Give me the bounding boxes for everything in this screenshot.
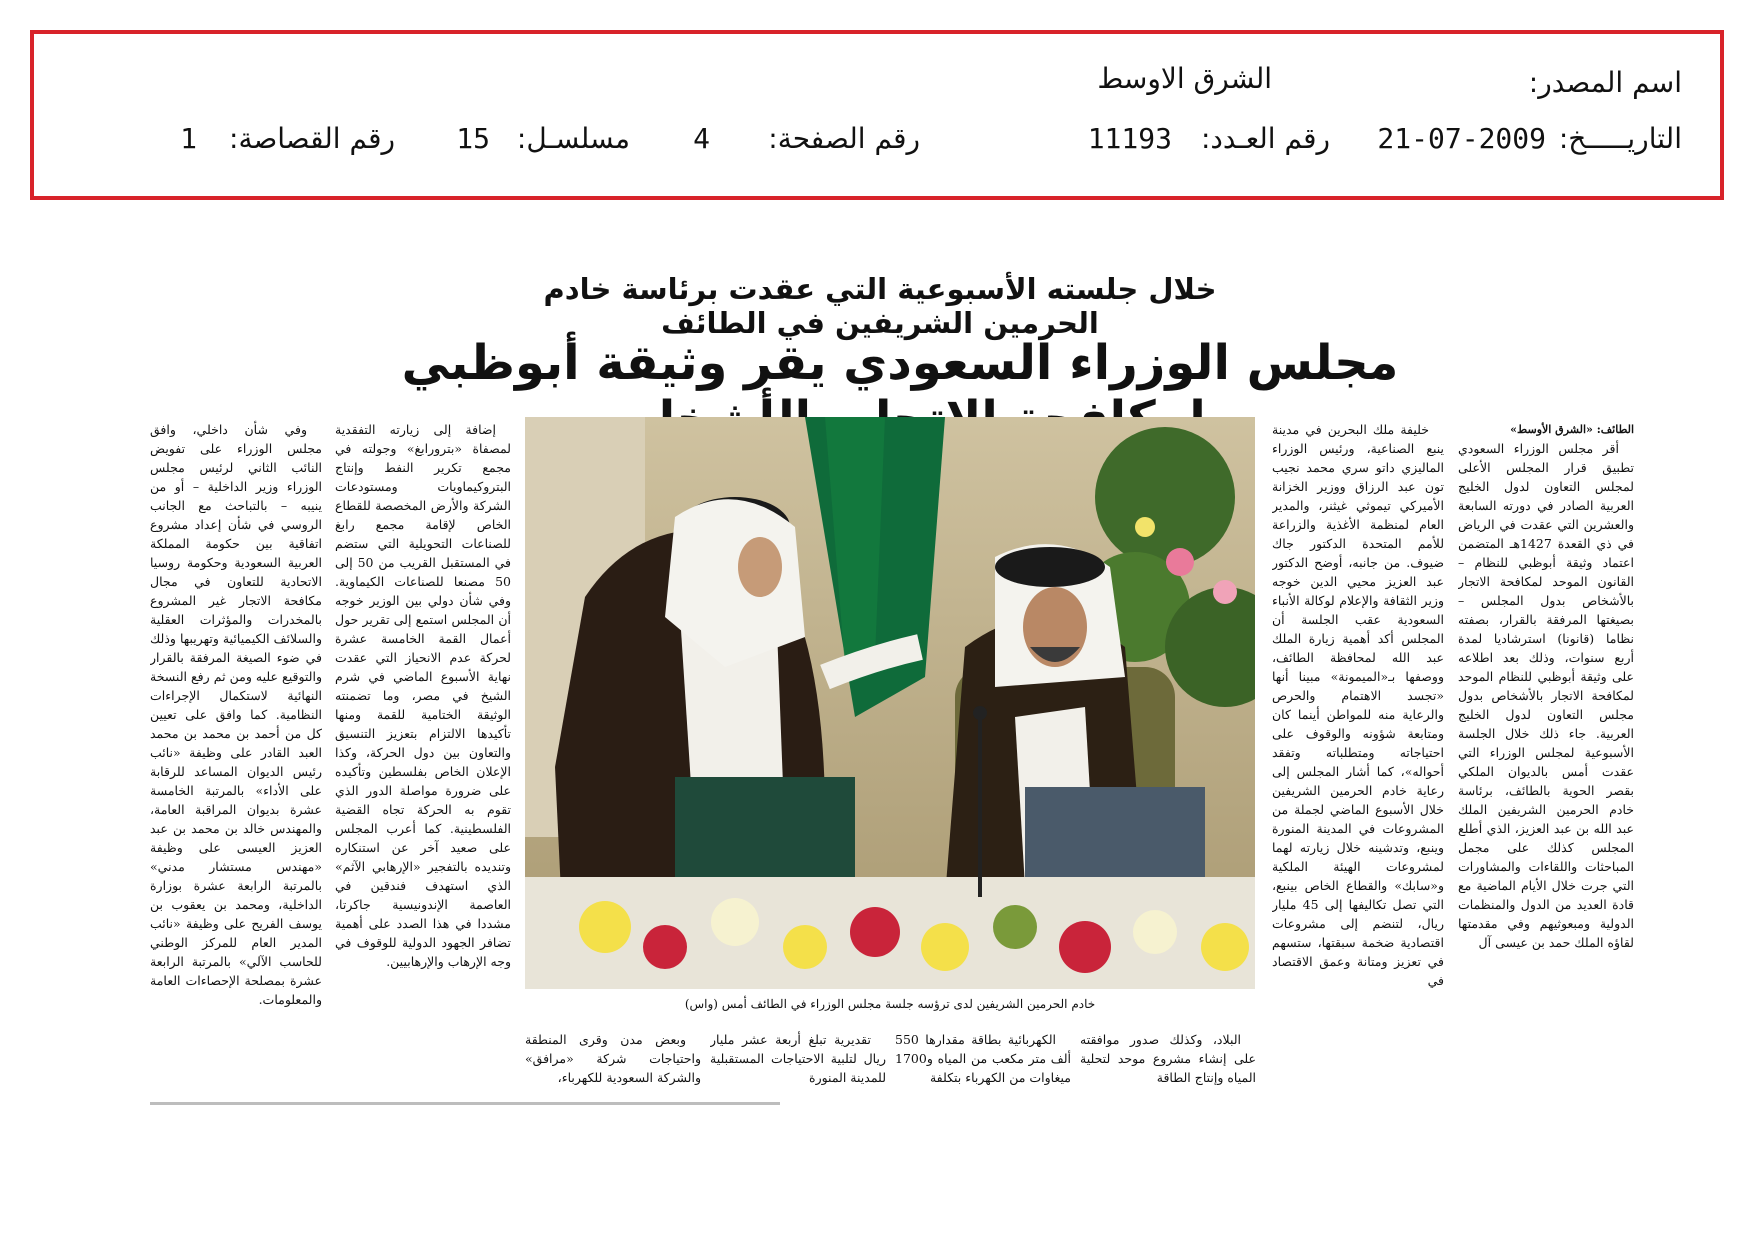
serial-value: 15 [456, 122, 490, 155]
article-column-3 [335, 420, 511, 1092]
article-column-2 [1272, 420, 1444, 1032]
clip-label: رقم القصاصة: [229, 122, 395, 155]
date-value: 21-07-2009 [1377, 122, 1546, 155]
bottom-rule [150, 1102, 780, 1105]
bottom-column-2 [895, 1030, 1071, 1092]
source-value: الشرق الاوسط [1097, 62, 1272, 95]
column-1-text: أقر مجلس الوزراء السعودي تطبيق قرار المجلس الأعلى لمجلس التعاون لدول الخليج العربية الصادر في دورته السابعة والعشرين التي عقدت في الرياض في ذي القعدة 1427هـ المتضمن اعتماد وثيقة أبوظبي للنظام – القانون الموحد لمكافحة الاتجار بالأشخاص بدول المجلس – بصيغتها المرفقة بالقرار، بصفته نظاما (قانونا) استرشاديا لمدة أربع سنوات، وذلك بعد اطلاعه على وثيقة أبوظبي للنظام الموحد لمكافحة الاتجار بالأشخاص بدول مجلس التعاون لدول الخليج العربية. جاء ذلك خلال الجلسة الأسبوعية لمجلس الوزراء التي عقدت أمس بالديوان الملكي بقصر الحوية بالطائف، برئاسة خادم الحرمين الشريفين الملك عبد الله بن عبد العزيز، الذي أطلع المجلس كذلك على مجمل المباحثات واللقاءات والمشاورات التي جرت خلال الأيام الماضية مع قادة العديد من الدول والمنظمات الدولية ومبعوثيهم وفي مقدمتها لقاؤه الملك حمد بن عيسى آل [1458, 441, 1634, 950]
issue-value: 11193 [1087, 122, 1172, 155]
date-label: التاريـــــخ: [1558, 122, 1682, 155]
bottom-column-3 [710, 1030, 886, 1092]
article-dateline: الطائف: «الشرق الأوسط» [1510, 423, 1634, 436]
column-3-text: إضافة إلى زيارته التفقدية لمصفاة «بترورابغ» وجولته في مجمع تكرير النفط وإنتاج البتروكيماويات ومستودعات الشركة والأرض المخصصة للقطاع الخاص لإقامة مجمع رابغ للصناعات التحويلية التي ستضم في المستقبل القريب من 50 إلى 50 مصنعا للصناعات الكيماوية. وفي شأن دولي بين الوزير خوجه أن المجلس استمع إلى تقرير حول أعمال القمة الخامسة عشرة لحركة عدم الانحياز التي عقدت نهاية الأسبوع الماضي في شرم الشيخ في مصر، وما تضمنته الوثيقة الختامية للقمة ومنها تأكيدها الالتزام بتعزيز التنسيق والتعاون بين دول الحركة، وكذا الإعلان الخاص بفلسطين وتأكيده على ضرورة مواصلة الدور الذي تقوم به الحركة تجاه القضية الفلسطينية. كما أعرب المجلس على صعيد آخر عن استنكاره وتنديده بالتفجير «الإرهابي الآثم» الذي استهدف فندقين في العاصمة الإندونيسية جاكرتا، مشددا في هذا الصدد على أهمية تضافر الجهود الدولية للوقوف في وجه الإرهاب والإرهابيين. [335, 422, 511, 969]
column-2-text: خليفة ملك البحرين في مدينة ينبع الصناعية، ورئيس الوزراء الماليزي داتو سري محمد نجيب تون عبد الرزاق ووزير الخزانة الأميركي تيموثي غيثنر، والمدير العام لمنظمة الأغذية والزراعة للأمم المتحدة الدكتور جاك ضيوف. من جانبه، أوضح الدكتور عبد العزيز محيي الدين خوجه وزير الثقافة والإعلام لوكالة الأنباء السعودية عقب الجلسة أن المجلس أكد أهمية زيارة الملك عبد الله لمحافظة الطائف، ووصفها بـ«الميمونة» مبينا أنها «تجسد الاهتمام والحرص والرعاية منه للمواطن أينما كان ومتابعة شؤونه والوقوف على احتياجاته ومتطلباته وتفقد أحواله»، كما أشار المجلس إلى رعاية خادم الحرمين الشريفين خلال الأسبوع الماضي لجملة من المشروعات في المدينة المنورة وينبع، وتدشينه خلال زيارته لهما لمشروعات الهيئة الملكية و«سابك» والقطاع الخاص بينبع، التي تصل تكاليفها إلى 45 مليار ريال، لتنضم إلى مشروعات اقتصادية ضخمة سبقتها، ستسهم في تعزيز ومتانة وعمق الاقتصاد في [1272, 422, 1444, 988]
column-4-text: وفي شأن داخلي، وافق مجلس الوزراء على تفويض النائب الثاني لرئيس مجلس الوزراء وزير الداخلية – أو من ينيبه – بالتباحث مع الجانب الروسي في شأن إعداد مشروع اتفاقية بين حكومة المملكة العربية السعودية وحكومة روسيا الاتحادية للتعاون في مجال مكافحة الاتجار غير المشروع بالمخدرات والمؤثرات العقلية والسلائف الكيميائية وتهريبها وذلك في ضوء الصيغة المرفقة بالقرار والتوقيع عليه ومن ثم رفع النسخة النهائية لاستكمال الإجراءات النظامية. كما وافق على تعيين كل من أحمد بن محمد بن محمد العبد القادر على وظيفة «نائب رئيس الديوان المساعد للرقابة على الأداء» بالمرتبة الخامسة عشرة بديوان المراقبة العامة، والمهندس خالد بن محمد بن عبد العزيز العيسى على وظيفة «مهندس مستشار مدني» بالمرتبة الرابعة عشرة بوزارة الداخلية، ومحمد بن يعقوب بن يوسف الفريح على وظيفة «نائب المدير العام للمركز الوطني للحاسب الآلي» بالمرتبة الرابعة عشرة بمصلحة الإحصاءات العامة والمعلومات. [150, 422, 322, 1007]
bottom-1-text: البلاد، وكذلك صدور موافقته على إنشاء مشروع موحد لتحلية المياه وإنتاج الطاقة [1080, 1032, 1256, 1085]
bottom-2-text: الكهربائية بطاقة مقدارها 550 ألف متر مكعب من المياه و1700 ميغاوات من الكهرباء بتكلفة [895, 1032, 1071, 1085]
article-photo [525, 417, 1255, 989]
photo-caption: خادم الحرمين الشريفين لدى ترؤسه جلسة مجلس الوزراء في الطائف أمس (واس) [684, 997, 1096, 1011]
article-kicker: خلال جلسته الأسبوعية التي عقدت برئاسة خادم الحرمين الشريفين في الطائف [543, 272, 1217, 340]
bottom-4-text: وبعض مدن وقرى المنطقة واحتياجات شركة «مرافق» والشركة السعودية للكهرباء، [525, 1032, 701, 1085]
source-label: اسم المصدر: [1528, 66, 1682, 99]
source-info-box [30, 30, 1724, 200]
bottom-column-4 [525, 1030, 701, 1092]
article-column-4 [150, 420, 322, 1092]
serial-label: مسلسـل: [516, 122, 630, 155]
photo-illustration [525, 417, 1255, 989]
page-label: رقم الصفحة: [768, 122, 920, 155]
page-value: 4 [693, 122, 710, 155]
clip-value: 1 [180, 122, 197, 155]
article-column-1 [1458, 420, 1634, 1090]
article-headline: مجلس الوزراء السعودي يقر وثيقة أبوظبي [401, 335, 1399, 391]
issue-label: رقم العـدد: [1200, 122, 1330, 155]
bottom-column-1 [1080, 1030, 1256, 1092]
bottom-3-text: تقديرية تبلغ أربعة عشر مليار ريال لتلبية الاحتياجات المستقبلية للمدينة المنورة [710, 1032, 886, 1085]
